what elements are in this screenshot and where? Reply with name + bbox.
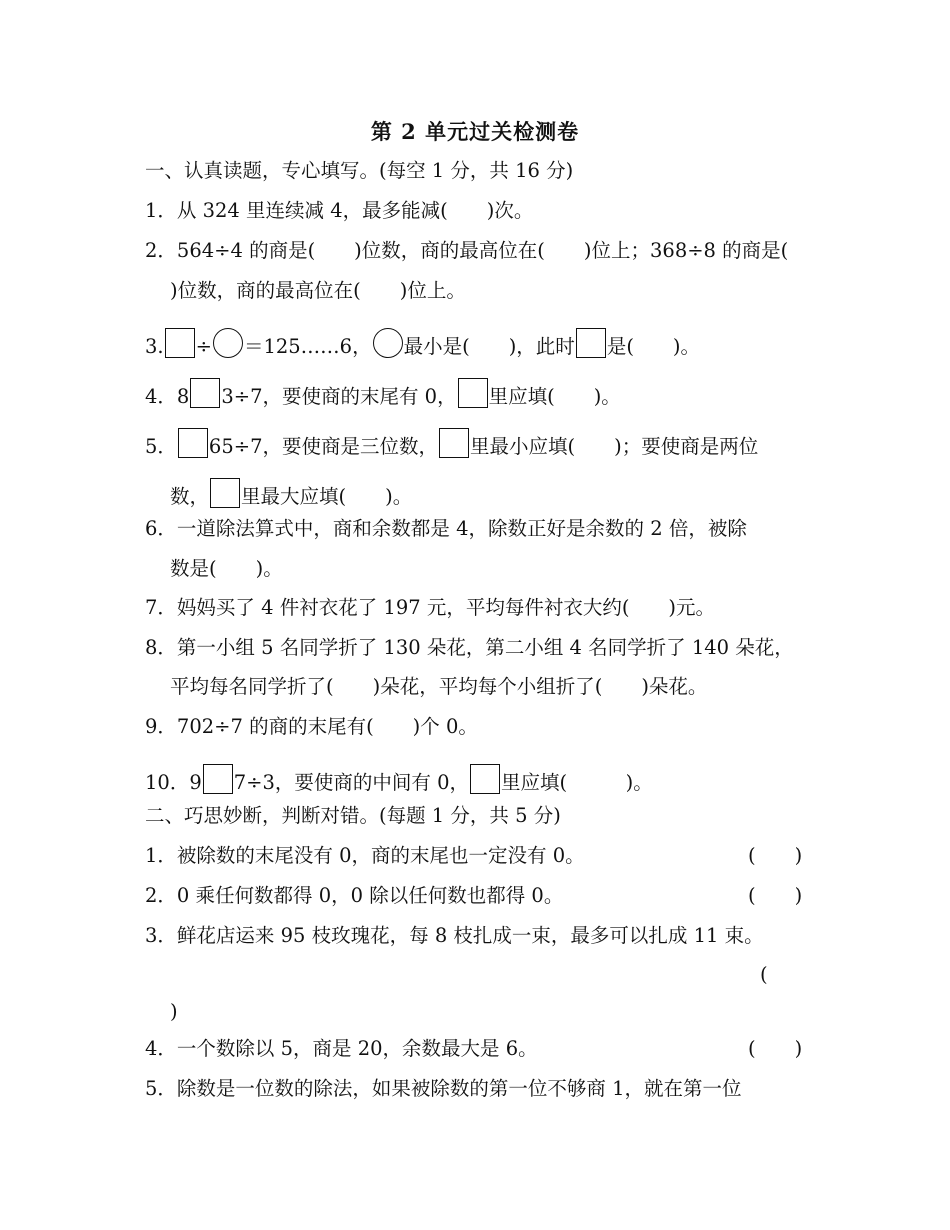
answer-paren-close: ) [170, 1000, 178, 1023]
blank-square [210, 478, 240, 508]
question-text: 3÷7，要使商的末尾有 0， [221, 385, 457, 408]
question-1-1: 1．从 324 里连续减 4，最多能减( )次。 [145, 199, 534, 222]
question-text: 最小是( )，此时 [403, 335, 575, 358]
answer-paren: ( ) [748, 884, 803, 907]
question-1-10 [145, 764, 653, 795]
divide-sign: ÷ [195, 335, 212, 358]
answer-paren: ( ) [748, 844, 803, 867]
blank-square [439, 428, 469, 458]
blank-square [470, 764, 500, 794]
question-text: 是( )。 [606, 335, 701, 358]
question-1-9: 9．702÷7 的商的末尾有( )个 0。 [145, 715, 478, 738]
question-1-8-line2: 平均每名同学折了( )朵花，平均每个小组折了( )朵花。 [170, 675, 708, 698]
blank-square [458, 378, 488, 408]
question-1-4 [145, 378, 621, 409]
question-1-6-line1: 6．一道除法算式中，商和余数都是 4，除数正好是余数的 2 倍，被除 [145, 517, 747, 540]
question-number: 5． [145, 435, 177, 458]
question-2-4: 4．一个数除以 5，商是 20，余数最大是 6。 [145, 1037, 538, 1060]
blank-square [190, 378, 220, 408]
section1-heading: 一、认真读题，专心填写。(每空 1 分，共 16 分) [145, 159, 574, 182]
section2-heading: 二、巧思妙断，判断对错。(每题 1 分，共 5 分) [145, 804, 561, 827]
question-text: 65÷7，要使商是三位数， [208, 435, 438, 458]
question-text: 数， [170, 485, 210, 508]
question-1-2-line1: 2．564÷4 的商是( )位数，商的最高位在( )位上；368÷8 的商是( [145, 239, 789, 262]
question-2-5: 5．除数是一位数的除法，如果被除数的第一位不够商 1，就在第一位 [145, 1077, 742, 1100]
question-1-6-line2: 数是( )。 [170, 557, 283, 580]
question-text: 7÷3，要使商的中间有 0， [233, 771, 469, 794]
question-text: 里应填( )。 [501, 771, 653, 794]
question-2-1: 1．被除数的末尾没有 0，商的末尾也一定没有 0。 [145, 844, 585, 867]
page-title: 第 2 单元过关检测卷 [370, 119, 580, 144]
question-text: 里应填( )。 [488, 385, 621, 408]
question-1-5-line1 [145, 428, 758, 459]
question-2-2: 2．0 乘任何数都得 0，0 除以任何数也都得 0。 [145, 884, 564, 907]
question-1-5-line2 [170, 478, 412, 509]
question-text: 里最小应填( )；要使商是两位 [469, 435, 759, 458]
blank-square [576, 328, 606, 358]
equation-text: ＝125……6， [243, 335, 372, 358]
question-1-8-line1: 8．第一小组 5 名同学折了 130 朵花，第二小组 4 名同学折了 140 朵花， [145, 636, 794, 659]
blank-circle [213, 328, 243, 358]
blank-square [178, 428, 208, 458]
question-number: 10．9 [145, 771, 202, 794]
question-1-7: 7．妈妈买了 4 件衬衣花了 197 元，平均每件衬衣大约( )元。 [145, 596, 716, 619]
blank-circle [373, 328, 403, 358]
answer-paren: ( ) [748, 1037, 803, 1060]
question-number: 4．8 [145, 385, 190, 408]
question-1-2-line2: )位数，商的最高位在( )位上。 [170, 279, 466, 302]
question-number: 3. [145, 335, 164, 358]
question-1-3 [145, 328, 700, 359]
blank-square [165, 328, 195, 358]
blank-square [203, 764, 233, 794]
question-2-3: 3．鲜花店运来 95 枝玫瑰花，每 8 枝扎成一束，最多可以扎成 11 束。 [145, 924, 764, 947]
answer-paren-open: ( [760, 963, 768, 986]
question-text: 里最大应填( )。 [241, 485, 413, 508]
